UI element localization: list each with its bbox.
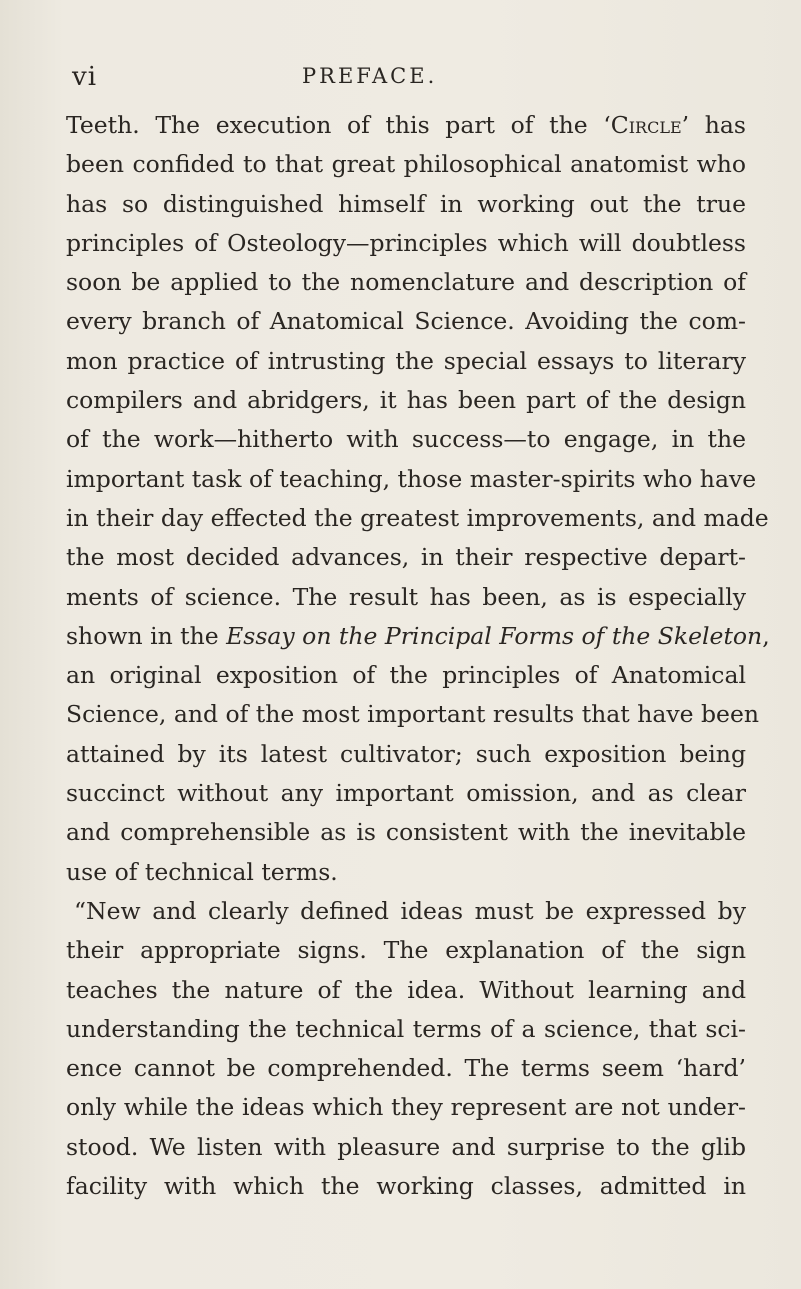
text-line: “New and clearly defined ideas must be expressed by <box>74 896 746 925</box>
text-line: been confided to that great philosophical anatomist who <box>66 150 746 179</box>
text-line: attained by its latest cultivator; such exposition being <box>66 739 746 768</box>
text-line: every branch of Anatomical Science. Avoiding the com- <box>66 307 746 336</box>
text-line: important task of teaching, those master-spirits who have <box>66 464 757 493</box>
text-line: shown in the Essay on the Principal Forms of the Skeleton, <box>66 621 770 650</box>
text-line: the most decided advances, in their respective depart- <box>66 543 746 572</box>
small-caps-term: Circle <box>610 111 682 139</box>
text-line: ence cannot be comprehended. The terms seem ‘hard’ <box>66 1054 746 1083</box>
text-line: principles of Osteology—principles which will doubtless <box>66 228 746 257</box>
text-line: teaches the nature of the idea. Without learning and <box>66 975 746 1004</box>
essay-title: Essay on the Principal Forms of the Skeleton <box>226 621 763 650</box>
text-line: stood. We listen with pleasure and surprise to the glib <box>66 1132 746 1161</box>
text-line: in their day effected the greatest improvements, and made <box>66 503 769 532</box>
text-line: ments of science. The result has been, as is especially <box>66 582 746 611</box>
page-number: vi <box>72 62 98 92</box>
text-line: of the work—hitherto with success—to engage, in the <box>66 425 746 454</box>
text-line: succinct without any important omission, and as clear <box>66 779 746 808</box>
text-line: understanding the technical terms of a science, that sci- <box>66 1014 746 1043</box>
text-line: Teeth. The execution of this part of the ‘Circle’ has <box>66 111 746 139</box>
text-line: compilers and abridgers, it has been part of the design <box>66 386 746 415</box>
text-line: has so distinguished himself in working out the true <box>66 189 746 218</box>
text-line: Science, and of the most important results that have been <box>66 700 760 729</box>
text-line: use of technical terms. <box>66 857 338 886</box>
text-line: only while the ideas which they represent are not under- <box>66 1093 746 1122</box>
text-line: facility with which the working classes, admitted in <box>66 1172 746 1201</box>
text-line: their appropriate signs. The explanation of the sign <box>66 936 746 965</box>
text-line: and comprehensible as is consistent with the inevitable <box>66 818 746 847</box>
text-line: soon be applied to the nomenclature and description of <box>66 268 746 297</box>
text-line: mon practice of intrusting the special essays to literary <box>66 346 746 375</box>
text-line: an original exposition of the principles of Anatomical <box>66 661 746 690</box>
body-text <box>66 106 770 1206</box>
running-head: PREFACE. <box>302 64 438 88</box>
